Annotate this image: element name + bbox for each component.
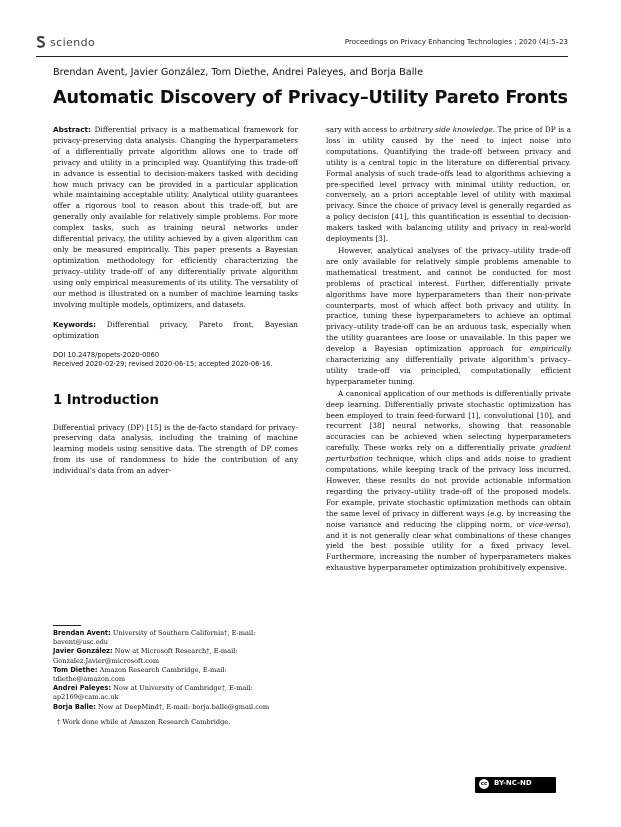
emphasis-text: gradient perturbation bbox=[326, 443, 571, 464]
keywords-text: Differential privacy, Pareto front, Bayesian optimization bbox=[53, 320, 299, 341]
author-footnotes bbox=[53, 629, 298, 727]
emphasis-text: empirically bbox=[529, 344, 571, 354]
article-meta bbox=[53, 351, 298, 369]
logo-text: sciendo bbox=[50, 36, 96, 49]
emphasis-text: arbitrary side knowledge bbox=[399, 125, 493, 134]
body-text: sary with access to bbox=[326, 125, 400, 134]
license-text: BY-NC-ND bbox=[494, 779, 532, 787]
creative-commons-icon: cc bbox=[478, 778, 490, 790]
footnote-author-name: Borja Balle: bbox=[53, 702, 96, 711]
footnote-affiliation bbox=[53, 666, 298, 684]
right-column bbox=[326, 125, 571, 574]
left-column bbox=[53, 125, 298, 477]
footnote-author-name: Brendan Avent: bbox=[53, 629, 111, 637]
keywords-label: Keywords: bbox=[53, 320, 97, 330]
footnote-affiliation-text: Now at University of Cambridge†, E-mail: ap2169@cam.ac.uk bbox=[53, 684, 253, 702]
paper-title: Automatic Discovery of Privacy–Utility Pareto Fronts bbox=[53, 88, 568, 108]
footnote-affiliation bbox=[53, 629, 298, 647]
footnote-author-name: Andrei Paleyes: bbox=[53, 684, 111, 693]
body-paragraph bbox=[326, 246, 571, 388]
body-text: A canonical application of our methods is differentially private deep learning. Differentially private stochastic optimization has been employed to train feed-forward [1], convolutional [10], and recurrent [38] neural networks, showing that reasonable accuracies can be achieved when selecting hyperparameters carefully. These works rely on a differentially private bbox=[326, 388, 571, 453]
footnote-author-name: Tom Diethe: bbox=[53, 665, 98, 674]
footnote-rule bbox=[53, 625, 81, 626]
footnote-affiliation-text: Now at Microsoft Research†, E-mail: Gonzalez.Javier@microsoft.com bbox=[53, 647, 238, 665]
body-text: ), and it is not generally clear what combinations of these changes yield the best possible utility for a fixed privacy level. Furthermore, increasing the number of hyperparameters makes exhaustive hyperparameter optimization prohibitively expensive. bbox=[326, 519, 571, 573]
footnote-affiliation-text: University of Southern California†, E-mail: bavent@usc.edu bbox=[53, 629, 256, 647]
received-dates: Received 2020-02-29; revised 2020-06-15; accepted 2020-06-16. bbox=[53, 360, 273, 369]
body-text: However, analytical analyses of the privacy–utility trade-off are only available for relatively simple problems amenable to mathematical treatment, and cannot be conducted for most problems of practical interest. Further, differentially private algorithms have more hyperparameters than their non-private counterparts, most of which affect both privacy and utility. In practice, tuning these hyperparameters to achieve an optimal privacy–utility trade-off can be an arduous task, especially when the utility guarantees are loose or unavailable. In this paper we develop a Bayesian optimization approach for bbox=[326, 245, 571, 354]
sciendo-logo-icon bbox=[36, 36, 46, 48]
emphasis-text: vice-versa bbox=[528, 519, 566, 529]
footnote-affiliation bbox=[53, 684, 298, 702]
abstract-label: Abstract: bbox=[53, 125, 91, 134]
body-text: characterizing any differentially private algorithm’s privacy–utility trade-off via principled, computationally efficient hyperparameter tuning. bbox=[326, 355, 571, 386]
author-list: Brendan Avent, Javier González, Tom Diethe, Andrei Paleyes, and Borja Balle bbox=[53, 67, 424, 78]
doi: DOI 10.2478/popets-2020-0060 bbox=[53, 351, 160, 360]
intro-paragraph: Differential privacy (DP) [15] is the de-facto standard for privacy-preserving data analysis, including the training of machine learning models using sensitive data. The strength of DP comes from its use of randomness to hide the contribution of any individual’s data from an adver- bbox=[53, 422, 298, 476]
publisher-logo bbox=[36, 36, 95, 49]
abstract bbox=[53, 125, 298, 310]
header-rule bbox=[36, 56, 568, 57]
footnote-author-name: Javier González: bbox=[53, 647, 113, 656]
body-paragraph bbox=[326, 125, 571, 245]
footnote-affiliation bbox=[53, 703, 298, 712]
section-heading-introduction: 1 Introduction bbox=[53, 392, 159, 408]
body-text: technique, which clips and adds noise to gradient computations, while keeping track of the privacy loss incurred. However, these results do not provide actionable information regarding the privacy–utility trade-off of the proposed models. For example, private stochastic optimization methods can obtain the same level of privacy in different ways (e.g. by increasing the noise variance and reducing the clipping norm, or bbox=[326, 454, 571, 529]
body-paragraph bbox=[326, 389, 571, 574]
proceedings-line: Proceedings on Privacy Enhancing Technologies ; 2020 (4):5–23 bbox=[344, 38, 568, 46]
abstract-text: Differential privacy is a mathematical framework for privacy-preserving data analysis. Changing the hyperparameters of a differentially private algorithm allows one to trade off privacy and utility in a principled way. Quantifying this trade-off in advance is essential to decision-makers tasked with deciding how much privacy can be provided in a particular application while maintaining acceptable utility. Analytical utility guarantees offer a rigorous tool to reason about this trade-off, but are generally only available for relatively simple problems. For more complex tasks, such as training neural networks under differential privacy, the utility achieved by a given algorithm can only be measured empirically. This paper presents a Bayesian optimization methodology for efficiently characterizing the privacy–utility trade-off of any differentially private algorithm using only empirical measurements of its utility. The versatility of our method is illustrated on a number of machine learning tasks involving multiple models, optimizers, and datasets. bbox=[53, 125, 298, 309]
footnote-affiliation bbox=[53, 647, 298, 665]
footnote-affiliation-text: Now at DeepMind†, E-mail: borja.balle@gmail.com bbox=[98, 702, 270, 711]
body-text: . The price of DP is a loss in utility caused by the need to inject noise into computations. Quantifying the trade-off between privacy and utility is a central topic in the literature on differential privacy. Formal analysis of such trade-offs lead to algorithms achieving a pre-specified level privacy with minimal utility reduction, or, conversely, an a priori acceptable level of utility with maximal privacy. Since the choice of privacy level is generally regarded as a policy decision [41], this quantification is essential to decision-makers tasked with balancing utility and privacy in real-world deployments [3]. bbox=[326, 125, 571, 244]
footnote-affiliation-text: Amazon Research Cambridge, E-mail: tdiethe@amazon.com bbox=[53, 665, 227, 684]
dagger-footnote: † Work done while at Amazon Research Cambridge. bbox=[57, 717, 231, 726]
keywords bbox=[53, 320, 298, 342]
